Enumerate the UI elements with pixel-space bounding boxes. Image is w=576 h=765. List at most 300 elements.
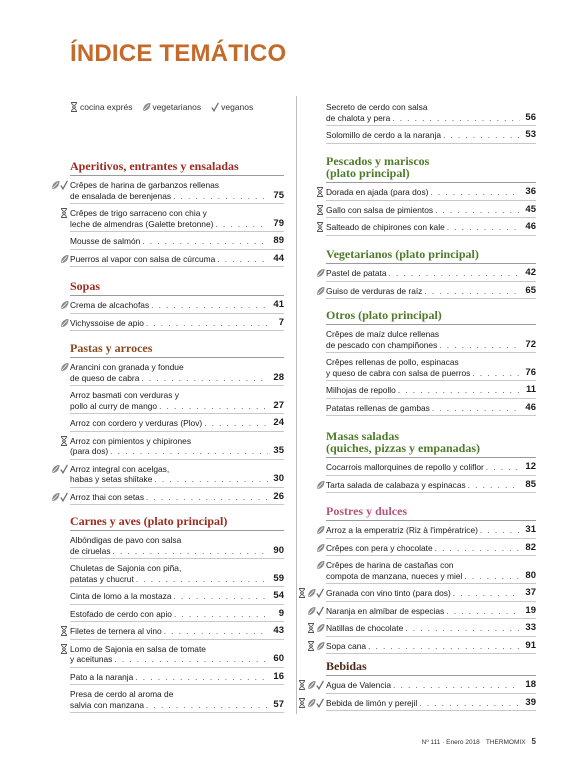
section-title-text: Masas saladas [326,429,400,443]
entry-line [326,113,536,124]
entry-line [70,574,284,585]
leader-dots [113,546,268,557]
entry-text: Crêpes con pera y chocolate [326,542,433,553]
entry-line [326,368,536,379]
entry-rule [70,266,284,267]
section-rule [70,530,284,531]
page-number: 19 [525,604,536,616]
section-title-text: Otros (plato principal) [326,308,442,322]
entry-text-line2: habas y setas shiitake [70,474,153,484]
page-number: 33 [525,622,536,633]
entry-line [326,340,536,351]
entry-line [326,385,536,396]
entry-line [326,130,536,141]
index-entry [304,403,536,417]
entry-rule [70,558,284,559]
entry-line [70,373,284,384]
section-title [326,248,536,260]
entry-icons [304,680,326,690]
leaf-icon [60,318,68,328]
legend-express-label: cocina exprés [80,102,133,112]
entry-line [326,222,536,233]
section-pastas [48,342,284,505]
entry-line [326,606,536,617]
entry-rule [326,710,536,711]
entry-text-line2: patatas y chucrut [70,573,134,584]
legend-vegetarian [142,102,201,112]
leader-dots [174,609,268,620]
entry-text: Mousse de salmón [70,236,141,246]
leaf-icon [307,588,315,598]
entry-text: Arroz con cordero y verduras (Plov) [70,418,203,428]
entry-rule [326,583,536,584]
index-entry [48,418,284,432]
entry-rule [326,398,536,399]
entry-text-line2: de queso de cabra [70,372,140,383]
page-number: 80 [525,569,536,581]
leaf-icon [316,641,324,651]
index-entry [304,560,536,584]
entry-text: Arroz thai con setas [70,491,145,502]
entry-text-line2: de ciruelas [70,545,111,556]
legend-vegetarian-label: vegetarianos [152,102,202,112]
page-number: 43 [273,625,284,636]
leaf-icon [60,300,68,310]
entry-line [326,286,536,297]
index-entry [48,535,284,559]
section-title [70,342,284,354]
entry-text: Bebida de limón y perejil [326,697,418,708]
page-footer [422,737,536,746]
page-number: 18 [525,679,536,690]
entry-icons [304,187,326,197]
entry-text: Solomillo de cerdo a la naranja [326,130,441,140]
entry-text: Naranja en almíbar de especias [326,605,445,616]
index-entry [48,464,284,488]
hourglass-icon [316,222,324,232]
page-number: 35 [273,445,284,456]
page-number: 42 [525,267,536,278]
leaf-icon [316,268,324,278]
section-rule [326,182,536,183]
leader-dots [114,654,268,665]
page-number: 24 [273,417,284,428]
entry-icons [304,606,326,616]
entry-line [326,525,536,536]
entry-icons [48,464,70,474]
section-rule [326,457,536,458]
entry-rule [326,200,536,201]
entry-line [326,641,536,652]
entry-text: Crema de alcachofas [70,300,150,310]
leader-dots [151,300,268,311]
index-entry [304,623,536,637]
index-entry [48,591,284,605]
leader-dots [204,418,268,429]
legend-express [70,102,132,112]
entry-text-line1: Arroz integral con acelgas, [70,463,170,474]
index-entry [48,208,284,232]
leaf-icon [316,543,324,553]
leader-dots [389,268,520,279]
section-title [326,309,536,321]
page-number: 31 [525,524,536,535]
leaf-icon [316,286,324,296]
entry-rule [70,459,284,460]
leader-dots [432,403,520,414]
hourglass-icon [298,698,306,708]
entry-text: Milhojas de repollo [326,385,396,395]
entry-line [326,680,536,691]
leader-dots [142,236,268,247]
section-sopas [48,280,284,331]
entry-icons [48,208,70,218]
entry-rule [326,538,536,539]
leaf-icon [307,606,315,616]
section-rule [326,520,536,521]
entry-line [326,623,536,634]
entry-rule [326,653,536,654]
index-entry [304,385,536,399]
entry-line [70,191,284,202]
entry-text-line2: pollo al curry de mango [70,400,158,411]
leaf-icon [60,254,68,264]
page-number: 75 [273,189,284,201]
entry-line [326,543,536,554]
leader-dots [464,571,520,582]
section-title-text: Aperitivos, entrantes y ensaladas [70,159,239,173]
entry-line [326,698,536,709]
entry-text-line2: y aceitunas [70,654,113,664]
entry-icons [48,644,70,654]
legend [70,102,259,112]
leader-dots [135,672,268,683]
hourglass-icon [60,644,68,654]
section-title [326,660,536,672]
check-icon [316,606,324,616]
check-icon [60,492,68,502]
index-entry [48,300,284,314]
entry-icons [48,362,70,372]
page-number: 39 [525,696,536,708]
leader-dots [398,385,520,396]
section-title-text: Bebidas [326,659,367,673]
leaf-icon [51,180,59,190]
entry-line [70,418,284,429]
entry-rule [70,621,284,622]
entry-line [70,626,284,637]
entry-text-line2: de pescado con champiñones [326,339,438,350]
index-entry [48,672,284,686]
entry-line [70,654,284,665]
hourglass-icon [70,102,78,112]
page-number: 46 [525,221,536,232]
section-otros [304,309,536,416]
footer-page-number: 5 [531,737,536,746]
index-entry [48,626,284,640]
section-rule [326,324,536,325]
entry-text-line2: de ensalada de berenjenas [70,190,172,201]
section-pescados [304,155,536,236]
page-number: 46 [525,401,536,413]
check-icon [211,102,219,112]
leader-dots [173,591,268,602]
entry-text: Arroz a la emperatriz (Riz à l'impératrice) [326,525,478,535]
entry-text-line2: compota de manzana, nueces y miel [326,570,463,581]
entry-text-line1: Crêpes de trigo sarraceno con chia y [70,208,207,218]
page-number: 26 [273,490,284,502]
section-title-text: Vegetarianos (plato principal) [326,247,479,261]
entry-text: Filetes de ternera al vino [70,626,162,636]
entry-rule [326,298,536,299]
section-title-text: Pastas y arroces [70,341,153,355]
entry-icons [304,623,326,633]
footer-issue: Nº 111 · Enero 2018 [421,739,480,746]
entry-text-line1: Crêpes rellenas de pollo, espinacas [326,357,459,367]
entry-text: Sopa cana [326,640,367,651]
entry-line [70,254,284,265]
entry-icons [304,222,326,232]
leader-dots [368,641,520,652]
page-number: 60 [273,653,284,664]
entry-rule [70,712,284,713]
page-number: 9 [278,607,284,619]
entry-rule [326,125,536,126]
page-number: 90 [273,544,284,556]
index-entry [304,606,536,620]
entry-text-line1: Presa de cerdo al aroma de [70,689,174,699]
index-entry [304,329,536,353]
index-entry [304,357,536,381]
entry-rule [326,636,536,637]
entry-text: Guiso de verduras de raíz [326,285,423,296]
leader-dots [217,254,268,265]
leaf-icon [142,102,150,112]
section-rule [70,175,284,176]
section-title [70,280,284,292]
entry-rule [326,143,536,144]
index-entry [48,689,284,713]
entry-line [70,546,284,557]
leader-dots [136,574,268,585]
entry-text: Salteado de chipirones con kale [326,222,445,232]
leader-dots [164,626,268,637]
entry-line [326,205,536,216]
leader-dots [154,474,268,485]
entry-rule [326,475,536,476]
leader-dots [439,340,520,351]
entry-line [70,492,284,503]
entry-rule [326,618,536,619]
index-entry [48,254,284,268]
entry-text-line1: Arancini con granada y fondue [70,362,184,372]
entry-text-line1: Albóndigas de pavo con salsa [70,535,182,545]
section-title [326,155,536,179]
leader-dots [393,680,520,691]
entry-line [70,219,284,230]
entry-text-line1: Chuletas de Sajonia con piña, [70,563,182,573]
entry-rule [70,231,284,232]
page-number: 76 [525,366,536,378]
leader-dots [405,623,520,634]
index-entry [304,102,536,126]
entry-text-line1: Lomo de Sajonia en salsa de tomate [70,643,206,654]
page-number: 82 [525,541,536,553]
entry-rule [70,431,284,432]
entry-rule [326,555,536,556]
page-number: 11 [525,384,536,395]
section-carnes [48,515,284,713]
leaf-icon [316,623,324,633]
entry-rule [70,413,284,414]
entry-rule [70,504,284,505]
entry-line [70,401,284,412]
entry-rule [70,249,284,250]
entry-icons [304,286,326,296]
hourglass-icon [60,626,68,636]
leader-dots [446,606,520,617]
entry-rule [326,601,536,602]
leader-dots [146,492,268,503]
entry-text-line1: Crêpes de harina de garbanzos rellenas [70,180,219,190]
index-entry [48,609,284,623]
index-entry [304,268,536,282]
entry-line [326,462,536,473]
page-number: 28 [273,371,284,383]
section-title-text: Sopas [70,279,101,293]
hourglass-icon [316,187,324,197]
page-number: 56 [525,111,536,123]
leaf-icon [316,480,324,490]
entry-text: Tarta salada de calabaza y espinacas [326,479,466,490]
check-icon [60,464,68,474]
page-number: 72 [525,338,536,350]
check-icon [316,588,324,598]
section-title [326,505,536,517]
index-entry [304,680,536,694]
entry-rule [326,281,536,282]
footer-brand: THERMOMIX [485,739,526,746]
entry-text: Gallo con salsa de pimientos [326,204,434,215]
leader-dots [173,191,268,202]
page-number: 65 [525,284,536,296]
section-postres [304,505,536,654]
entry-text: Puerros al vapor con salsa de cúrcuma [70,253,216,264]
entry-text-line1: Arroz basmati con verduras y [70,390,179,400]
leader-dots [146,700,268,711]
leader-dots [419,698,520,709]
entry-icons [304,480,326,490]
entry-text: Patatas rellenas de gambas [326,402,430,413]
leader-dots [435,543,520,554]
entry-line [326,480,536,491]
page-number: 41 [273,299,284,310]
leader-dots [453,588,520,599]
entry-icons [48,626,70,636]
entry-icons [48,300,70,310]
page-number: 59 [273,572,284,584]
entry-rule [326,415,536,416]
section-masas [304,430,536,493]
section-title [70,160,284,172]
entry-icons [304,641,326,651]
index-entry [48,180,284,204]
entry-text: Pastel de patata [326,268,387,278]
entry-rule [326,235,536,236]
entry-icons [48,254,70,264]
page-number: 57 [273,698,284,710]
leader-dots [443,130,520,141]
leader-dots [141,373,268,384]
leader-dots [447,222,520,233]
entry-line [70,446,284,457]
entry-rule [70,604,284,605]
entry-text: Cocarrois mallorquines de repollo y coliflor [326,462,484,472]
section-rule [70,357,284,358]
entry-text: Pato a la naranja [70,671,134,682]
index-entry [304,205,536,219]
entry-rule [326,352,536,353]
entry-line [70,591,284,602]
entry-text: Cinta de lomo a la mostaza [70,591,172,601]
section-title [326,430,536,454]
entry-line [326,268,536,279]
index-entry [304,222,536,236]
entry-text-line2: de chalota y pera [326,112,391,123]
entry-text: Agua de Valencia [326,680,392,690]
leaf-icon [51,492,59,502]
entry-line [70,318,284,329]
hourglass-icon [307,641,315,651]
entry-text-line1: Crêpes de maíz dulce rellenas [326,329,440,339]
entry-text: Natillas de chocolate [326,623,404,633]
section-title-text: Pescados y mariscos [326,154,430,168]
leader-dots [472,368,520,379]
entry-line [326,571,536,582]
leader-dots [486,462,520,473]
entry-rule [326,693,536,694]
leader-dots [480,525,520,536]
index-entry [304,543,536,557]
page-number: 45 [525,203,536,215]
hourglass-icon [60,436,68,446]
index-entry [48,436,284,460]
index-entry [304,588,536,602]
entry-line [326,403,536,414]
entry-rule [326,380,536,381]
column-divider [296,96,297,714]
section-carnes-cont [304,98,536,144]
section-rule [326,263,536,264]
index-entry [304,698,536,712]
entry-line [70,236,284,247]
entry-text-line2: (para dos) [70,446,109,456]
index-entry [304,187,536,201]
page-number: 37 [525,587,536,598]
entry-line [70,300,284,311]
check-icon [316,680,324,690]
leaf-icon [307,680,315,690]
entry-icons [304,588,326,598]
section-title-sub: (plato principal) [326,166,410,180]
leader-dots [159,401,268,412]
entry-icons [304,205,326,215]
entry-icons [304,560,326,570]
entry-rule [70,639,284,640]
entry-rule [70,487,284,488]
page-number: 44 [273,252,284,264]
hourglass-icon [307,623,315,633]
